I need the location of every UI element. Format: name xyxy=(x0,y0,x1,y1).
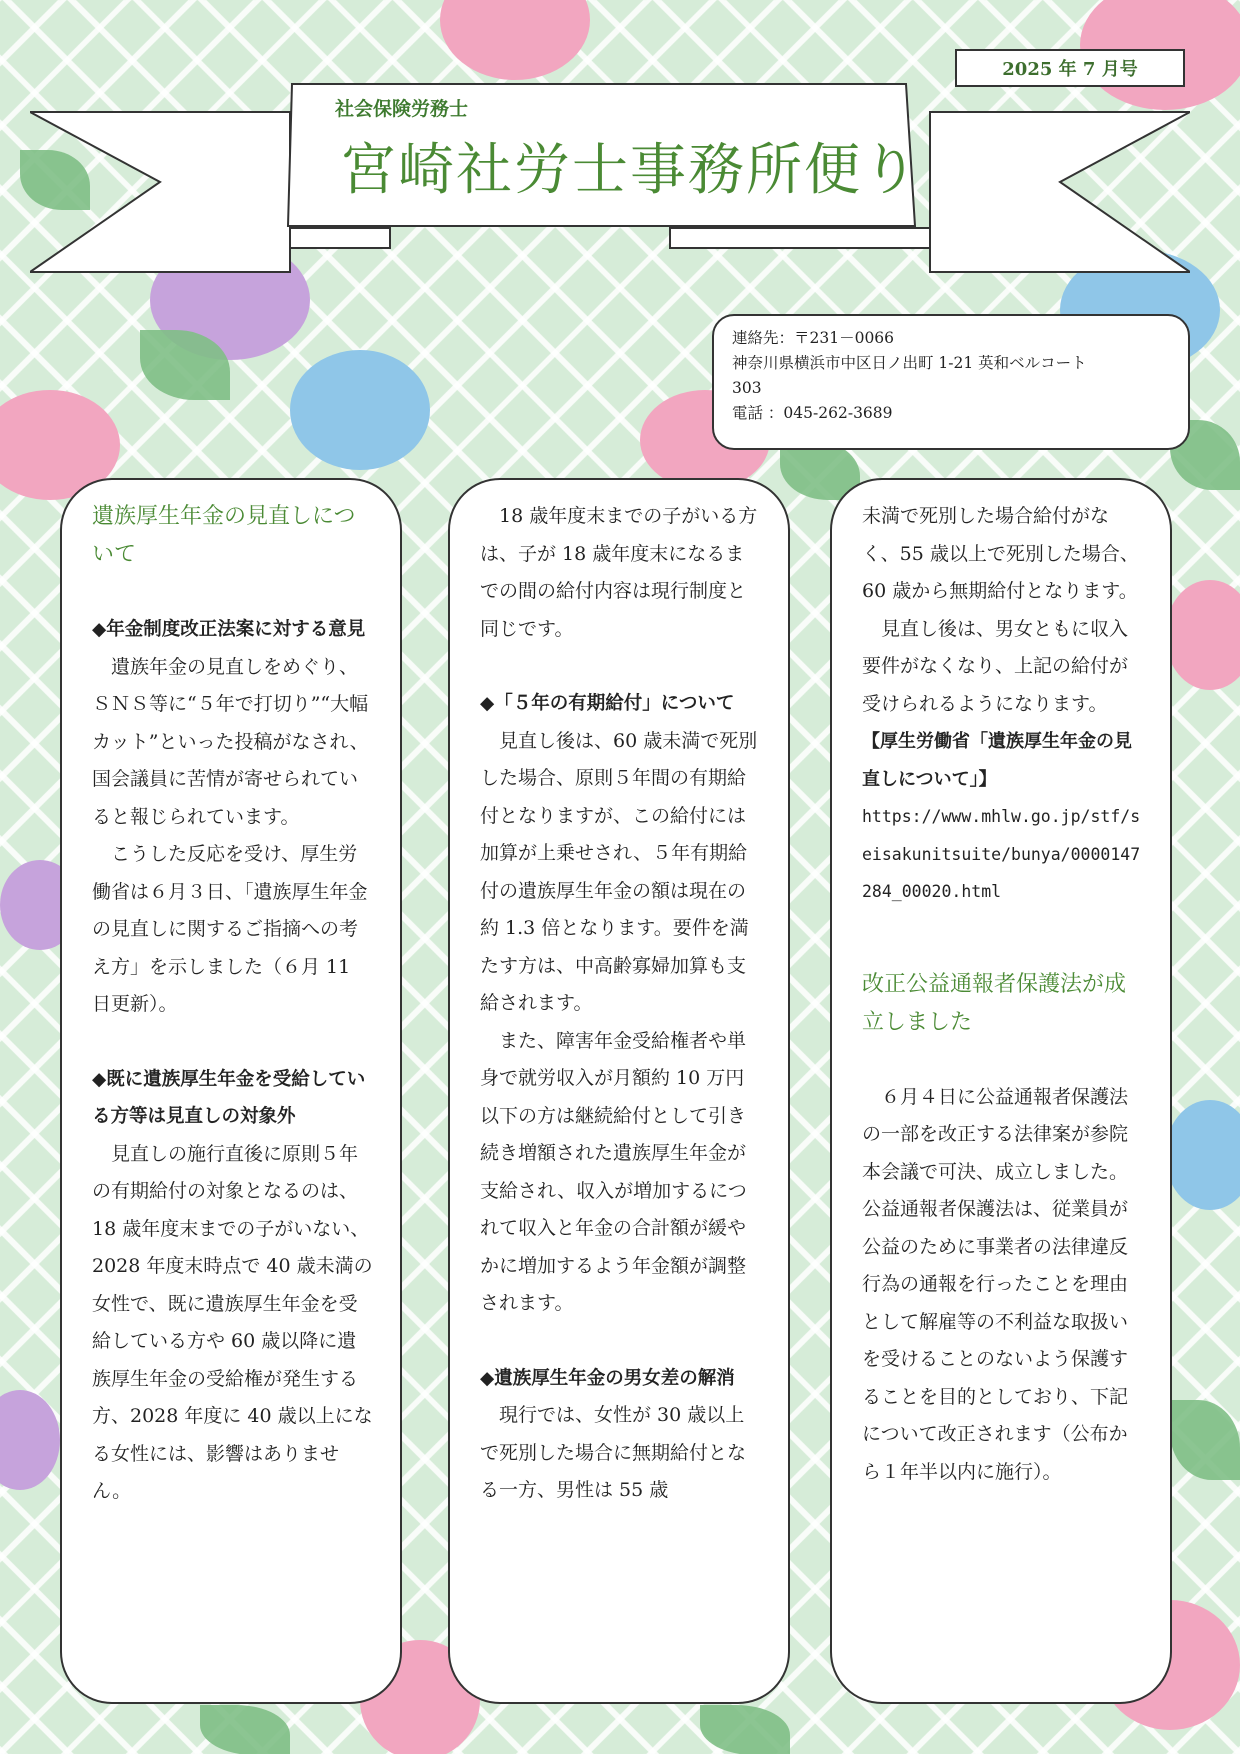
leaf-decoration xyxy=(1170,1400,1240,1480)
section-heading: ◆既に遺族厚生年金を受給している方等は見直しの対象外 xyxy=(92,1068,366,1127)
paragraph: 見直しの施行直後に原則５年の有期給付の対象となるのは、18 歳年度末までの子がいない、2028 年度末時点で 40 歳未満の女性で、既に遺族厚生年金を受給している方や 60 歳以降に遺族厚生年金の受給権が発生する方、2028 年度に 40 歳以上になる女性には、影響はありません。 xyxy=(92,1142,373,1502)
reference-title: 【厚生労働省「遺族厚生年金の見直しについて」】 xyxy=(862,731,1132,790)
article-title: 遺族厚生年金の見直しについて xyxy=(92,504,356,567)
leaf-decoration xyxy=(700,1705,790,1754)
paragraph: 見直し後は、60 歳未満で死別した場合、原則５年間の有期給付となりますが、この給付には加算が上乗せされ、５年有期給付の遺族厚生年金の額は現在の約 1.3 倍となります。要件を満たす方は、中高齢寡婦加算も支給されます。 xyxy=(480,729,758,1014)
section-heading: ◆遺族厚生年金の男女差の解消 xyxy=(480,1367,735,1389)
flower-decoration xyxy=(1165,1100,1240,1210)
newsletter-title: 宮崎社労士事務所便り xyxy=(340,138,920,203)
paragraph: こうした反応を受け、厚生労働省は６月３日、「遺族厚生年金の見直しに関するご指摘への考え方」を示しました（６月 11 日更新）。 xyxy=(92,843,368,1015)
section-heading: ◆「５年の有期給付」について xyxy=(480,693,735,714)
contact-address: 神奈川県横浜市中区日ノ出町 1-21 英和ベルコート xyxy=(732,354,1087,372)
article-title: 改正公益通報者保護法が成立しました xyxy=(862,971,1127,1035)
section-heading: ◆年金制度改正法案に対する意見 xyxy=(92,619,366,640)
issue-date: 2025 年 7 月号 xyxy=(955,49,1185,87)
banner-subtitle: 社会保険労務士 xyxy=(335,98,469,120)
reference-url[interactable]: https://www.mhlw.go.jp/stf/seisakunitsuite/bunya/0000147284_00020.html xyxy=(862,807,1141,901)
leaf-decoration xyxy=(200,1705,290,1754)
title-banner xyxy=(30,78,1190,278)
paragraph: また、障害年金受給権者や単身で就労収入が月額約 10 万円以下の方は継続給付として引き続き増額された遺族厚生年金が支給され、収入が増加するにつれて収入と年金の合計額が緩やかに増加するよう年金額が調整されます。 xyxy=(480,1029,747,1314)
paragraph: 未満で死別した場合給付がなく、55 歳以上で死別した場合、60 歳から無期給付となります。 xyxy=(862,505,1139,602)
flower-decoration xyxy=(290,350,430,470)
paragraph: ６月４日に公益通報者保護法の一部を改正する法律案が参院本会議で可決、成立しました。公益通報者保護法は、従業員が公益のために事業者の法律違反行為の通報を行ったことを理由として解雇等の不利益な取扱いを受けることのないよう保護することを目的としており、下記について改正されます（公布から１年半以内に施行）。 xyxy=(862,1085,1129,1483)
paragraph: 18 歳年度末までの子がいる方は、子が 18 歳年度末になるまでの間の給付内容は現行制度と同じです。 xyxy=(480,505,758,640)
contact-postal: 連絡先：〒231－0066 xyxy=(732,329,895,347)
contact-box xyxy=(712,314,1190,450)
article-column-1 xyxy=(60,478,402,1704)
contact-address-room: 303 xyxy=(732,379,762,397)
paragraph: 遺族年金の見直しをめぐり、ＳＮＳ等に“５年で打切り”“大幅カット”といった投稿がなされ、国会議員に苦情が寄せられていると報じられています。 xyxy=(92,655,369,828)
contact-phone: 電話 ：045-262-3689 xyxy=(732,404,893,422)
paragraph: 現行では、女性が 30 歳以上で死別した場合に無期給付となる一方、男性は 55 歳 xyxy=(480,1404,747,1501)
flower-decoration xyxy=(1165,580,1240,690)
paragraph: 見直し後は、男女ともに収入要件がなくなり、上記の給付が受けられるようになります。 xyxy=(862,617,1129,715)
flower-decoration xyxy=(440,0,590,80)
flower-decoration xyxy=(0,1390,60,1490)
article-column-3 xyxy=(830,478,1172,1704)
article-column-2 xyxy=(448,478,790,1704)
